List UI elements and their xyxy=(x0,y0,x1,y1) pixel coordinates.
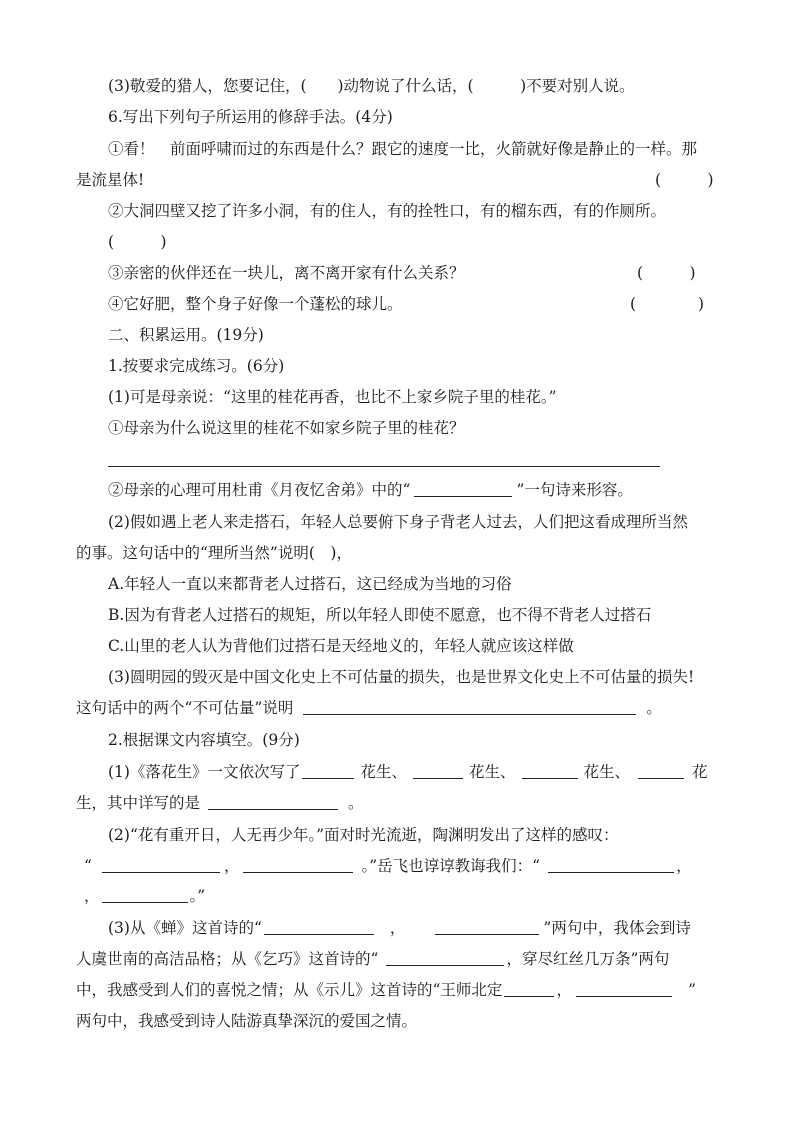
answer-parens-4[interactable]: ( ) xyxy=(630,295,705,313)
e22-text-a: “ xyxy=(84,857,92,875)
e22-text-c: 。”岳飞也谆谆教诲我们：“ xyxy=(361,857,541,875)
exercise-1-2-line-1: (2)假如遇上老人来走搭石，年轻人总要俯下身子背老人过去，人们把这看成理所当然 xyxy=(108,513,688,531)
blank-1[interactable] xyxy=(302,763,354,779)
exercise-2-1-line-1 xyxy=(108,762,708,782)
e21-text-e: 花 xyxy=(692,763,708,781)
exercise-2-heading: 2.根据课文内容填空。(9分) xyxy=(108,731,300,749)
blank-poem-line[interactable] xyxy=(414,481,512,497)
question-3-line: (3)敬爱的猎人，您要记住，( )动物说了什么话，( )不要对别人说。 xyxy=(108,77,635,95)
exercise-2-2-line-3 xyxy=(84,886,205,906)
blank-10[interactable] xyxy=(264,919,374,935)
answer-line-q1[interactable] xyxy=(108,466,660,467)
blank-13[interactable] xyxy=(504,981,554,997)
blank-meaning[interactable] xyxy=(303,699,636,715)
section-2-heading: 二、积累运用。(19分) xyxy=(108,326,264,344)
e22-text-f: 。” xyxy=(189,887,206,905)
answer-parens-1[interactable]: ( ) xyxy=(655,171,714,189)
blank-4[interactable] xyxy=(638,763,684,779)
q2-text-b: ”一句诗来形容。 xyxy=(516,481,633,499)
exercise-2-3-line-4: 两句中，我感受到诗人陆游真挚深沉的爱国之情。 xyxy=(76,1012,418,1030)
blank-7[interactable] xyxy=(243,857,353,873)
e21-text-a: (1)《落花生》一文依次写了 xyxy=(108,763,301,781)
e23-text-b: ， xyxy=(389,919,406,937)
blank-14[interactable] xyxy=(576,981,672,997)
option-a[interactable]: A.年轻人一直以来都背老人过搭石，这已经成为当地的习俗 xyxy=(108,575,512,593)
blank-3[interactable] xyxy=(522,763,578,779)
option-b[interactable]: B.因为有背老人过搭石的规矩，所以年轻人即使不愿意，也不得不背老人过搭石 xyxy=(108,606,652,624)
e21-text-f: 生，其中详写的是 xyxy=(76,794,201,812)
exercise-1-1-q1: ①母亲为什么说这里的桂花不如家乡院子里的桂花？ xyxy=(108,419,465,437)
e22-text-d: ， xyxy=(676,857,692,875)
exercise-1-1-q2 xyxy=(108,480,633,500)
e23-text-h: ” xyxy=(687,981,696,999)
sentence-1-line-2: 是流星体! xyxy=(76,171,145,189)
e22-text-e: ， xyxy=(84,887,100,905)
option-c[interactable]: C.山里的老人认为背他们过搭石是天经地义的，年轻人就应该这样做 xyxy=(108,637,574,655)
blank-5[interactable] xyxy=(208,794,338,810)
exercise-1-3-line-1: (3)圆明园的毁灭是中国文化史上不可估量的损失，也是世界文化史上不可估量的损失! xyxy=(108,668,695,686)
e21-text-c: 花生、 xyxy=(468,763,516,781)
blank-2[interactable] xyxy=(413,763,463,779)
q3-text-b: 。 xyxy=(646,699,662,717)
e23-text-f: 中，我感受到人们的喜悦之情；从《示儿》这首诗的“王师北定 xyxy=(76,981,503,999)
blank-9[interactable] xyxy=(102,887,188,903)
e23-text-g: ， xyxy=(556,981,572,999)
e23-text-a: (3)从《蝉》这首诗的“ xyxy=(108,919,262,937)
e23-text-e: ，穿尽红丝几万条”两句 xyxy=(506,950,670,968)
answer-parens-3[interactable]: ( ) xyxy=(637,264,696,282)
exercise-2-3-line-3 xyxy=(76,980,696,1000)
sentence-4: ④它好肥，整个身子好像一个蓬松的球儿。 xyxy=(108,295,403,313)
e23-text-d: 人虞世南的高洁品格；从《乞巧》这首诗的“ xyxy=(76,950,379,968)
blank-11[interactable] xyxy=(435,919,539,935)
blank-12[interactable] xyxy=(386,950,504,966)
exercise-1-heading: 1.按要求完成练习。(6分) xyxy=(108,357,285,375)
sentence-3: ③亲密的伙伴还在一块儿，离不离开家有什么关系？ xyxy=(108,264,465,282)
exercise-2-1-line-2 xyxy=(76,793,364,813)
exercise-1-3-line-2 xyxy=(76,698,662,718)
blank-6[interactable] xyxy=(102,857,220,873)
e23-text-c: ”两句中，我体会到诗 xyxy=(543,919,691,937)
e21-text-b: 花生、 xyxy=(360,763,407,781)
exercise-2-2-line-1: (2)“花有重开日，人无再少年。”面对时光流逝，陶渊明发出了这样的感叹： xyxy=(108,826,619,844)
exercise-1-1-quote: (1)可是母亲说：“这里的桂花再香，也比不上家乡院子里的桂花。” xyxy=(108,388,557,406)
q2-text-a: ②母亲的心理可用杜甫《月夜忆舍弟》中的“ xyxy=(108,481,411,499)
exercise-2-2-line-2 xyxy=(84,856,692,876)
sentence-1-line-1: ①看！ 前面呼啸而过的东西是什么？跟它的速度一比，火箭就好像是静止的一样。那 xyxy=(108,140,698,158)
question-6-heading: 6.写出下列句子所运用的修辞手法。(4分) xyxy=(108,108,393,126)
blank-8[interactable] xyxy=(548,857,674,873)
e21-text-d: 花生、 xyxy=(583,763,631,781)
e22-text-b: ， xyxy=(223,857,240,875)
exercise-2-3-line-2 xyxy=(76,949,669,969)
answer-parens-2[interactable]: ( ) xyxy=(108,233,167,251)
q3-text-a: 这句话中的两个“不可估量”说明 xyxy=(76,699,294,717)
exercise-2-3-line-1 xyxy=(108,918,691,938)
e21-text-g: 。 xyxy=(348,794,364,812)
sentence-2: ②大洞四壁又挖了许多小洞，有的住人，有的拴牲口，有的榴东西，有的作厕所。 xyxy=(108,202,667,220)
exercise-1-2-line-2: 的事。这句话中的“理所当然”说明( )， xyxy=(76,544,352,562)
